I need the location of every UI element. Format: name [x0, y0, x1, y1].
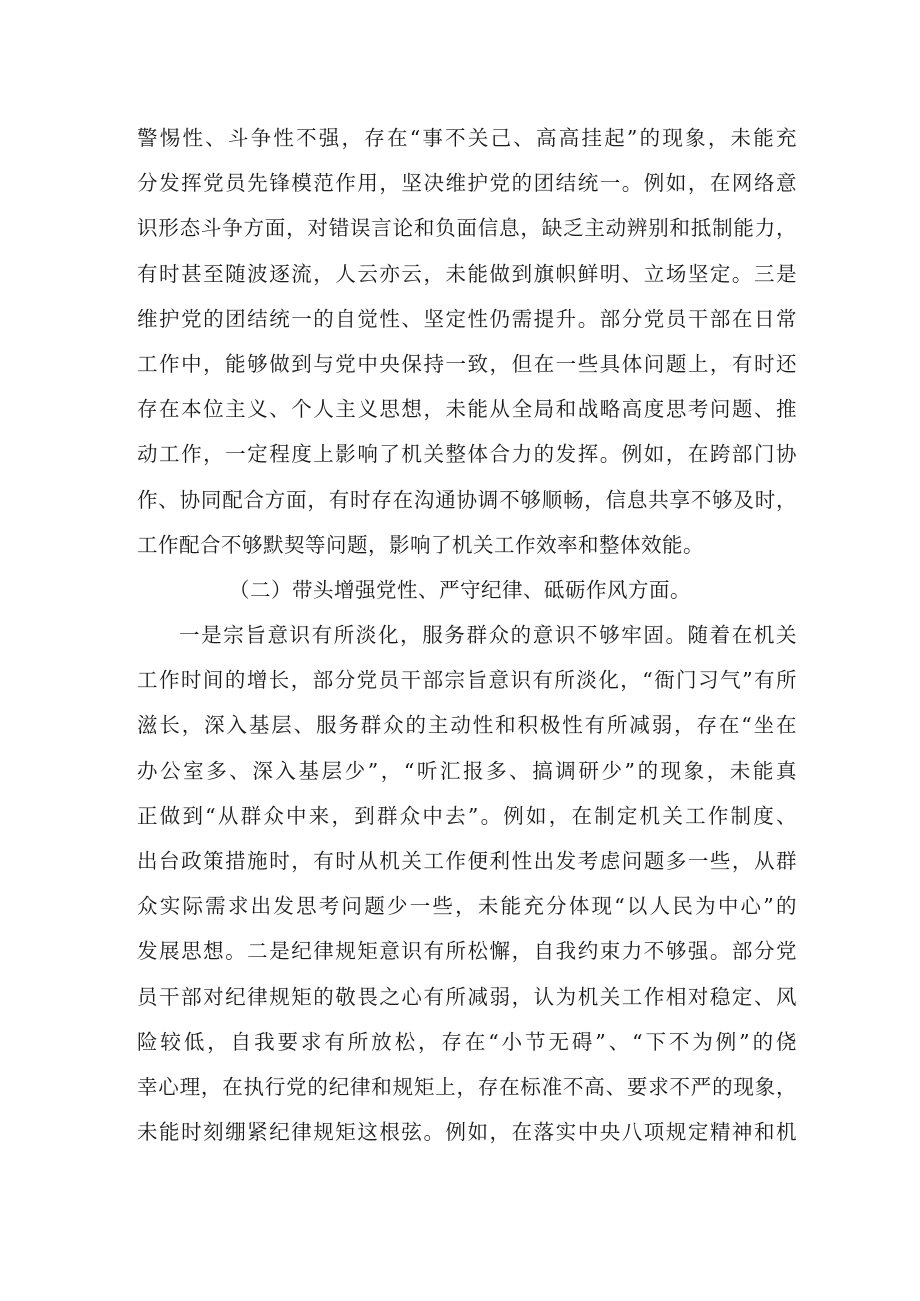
text-line: 工作中，能够做到与党中央保持一致，但在一些具体问题上，有时还 — [137, 351, 797, 376]
text-line: 识形态斗争方面，对错误言论和负面信息，缺乏主动辨别和抵制能力， — [137, 216, 797, 241]
text-line: 存在本位主义、个人主义思想，未能从全局和战略高度思考问题、推 — [137, 397, 797, 422]
text-line: 未能时刻绷紧纪律规矩这根弦。例如，在落实中央八项规定精神和机 — [137, 1120, 797, 1145]
text-line: 险较低，自我要求有所放松，存在“小节无碍”、“下不为例”的侥 — [137, 1029, 797, 1054]
text-line: 幸心理，在执行党的纪律和规矩上，存在标准不高、要求不严的现象， — [137, 1074, 797, 1099]
text-line: 工作配合不够默契等问题，影响了机关工作效率和整体效能。 — [137, 532, 704, 557]
text-line: 众实际需求出发思考问题少一些，未能充分体现“以人民为中心”的 — [137, 894, 797, 919]
text-line: 工作时间的增长，部分党员干部宗旨意识有所淡化，“衙门习气”有所 — [137, 668, 797, 693]
text-line: 作、协同配合方面，有时存在沟通协调不够顺畅，信息共享不够及时， — [137, 487, 797, 512]
text-line: 分发挥党员先锋模范作用，坚决维护党的团结统一。例如，在网络意 — [137, 171, 797, 196]
text-line: 员干部对纪律规矩的敬畏之心有所减弱，认为机关工作相对稳定、风 — [137, 984, 797, 1009]
text-line: 出台政策措施时，有时从机关工作便利性出发考虑问题多一些，从群 — [137, 849, 797, 873]
text-line: 动工作，一定程度上影响了机关整体合力的发挥。例如，在跨部门协 — [137, 442, 797, 467]
text-line: 发展思想。二是纪律规矩意识有所松懈，自我约束力不够强。部分党 — [137, 939, 797, 964]
text-line: 正做到“从群众中来，到群众中去”。例如，在制定机关工作制度、 — [137, 803, 797, 828]
section-heading: （二）带头增强党性、严守纪律、砥砺作风方面。 — [229, 577, 691, 602]
text-line: 办公室多、深入基层少”，“听汇报多、搞调研少”的现象，未能真 — [137, 758, 797, 783]
text-line: 有时甚至随波逐流，人云亦云，未能做到旗帜鲜明、立场坚定。三是 — [137, 261, 797, 286]
text-line: 滋长，深入基层、服务群众的主动性和积极性有所减弱，存在“坐在 — [137, 713, 797, 738]
body-text — [137, 116, 797, 1155]
text-line: 维护党的团结统一的自觉性、坚定性仍需提升。部分党员干部在日常 — [137, 306, 797, 331]
text-line: 一是宗旨意识有所淡化，服务群众的意识不够牢固。随着在机关 — [179, 623, 797, 648]
text-line: 警惕性、斗争性不强，存在“事不关己、高高挂起”的现象，未能充 — [137, 126, 797, 150]
